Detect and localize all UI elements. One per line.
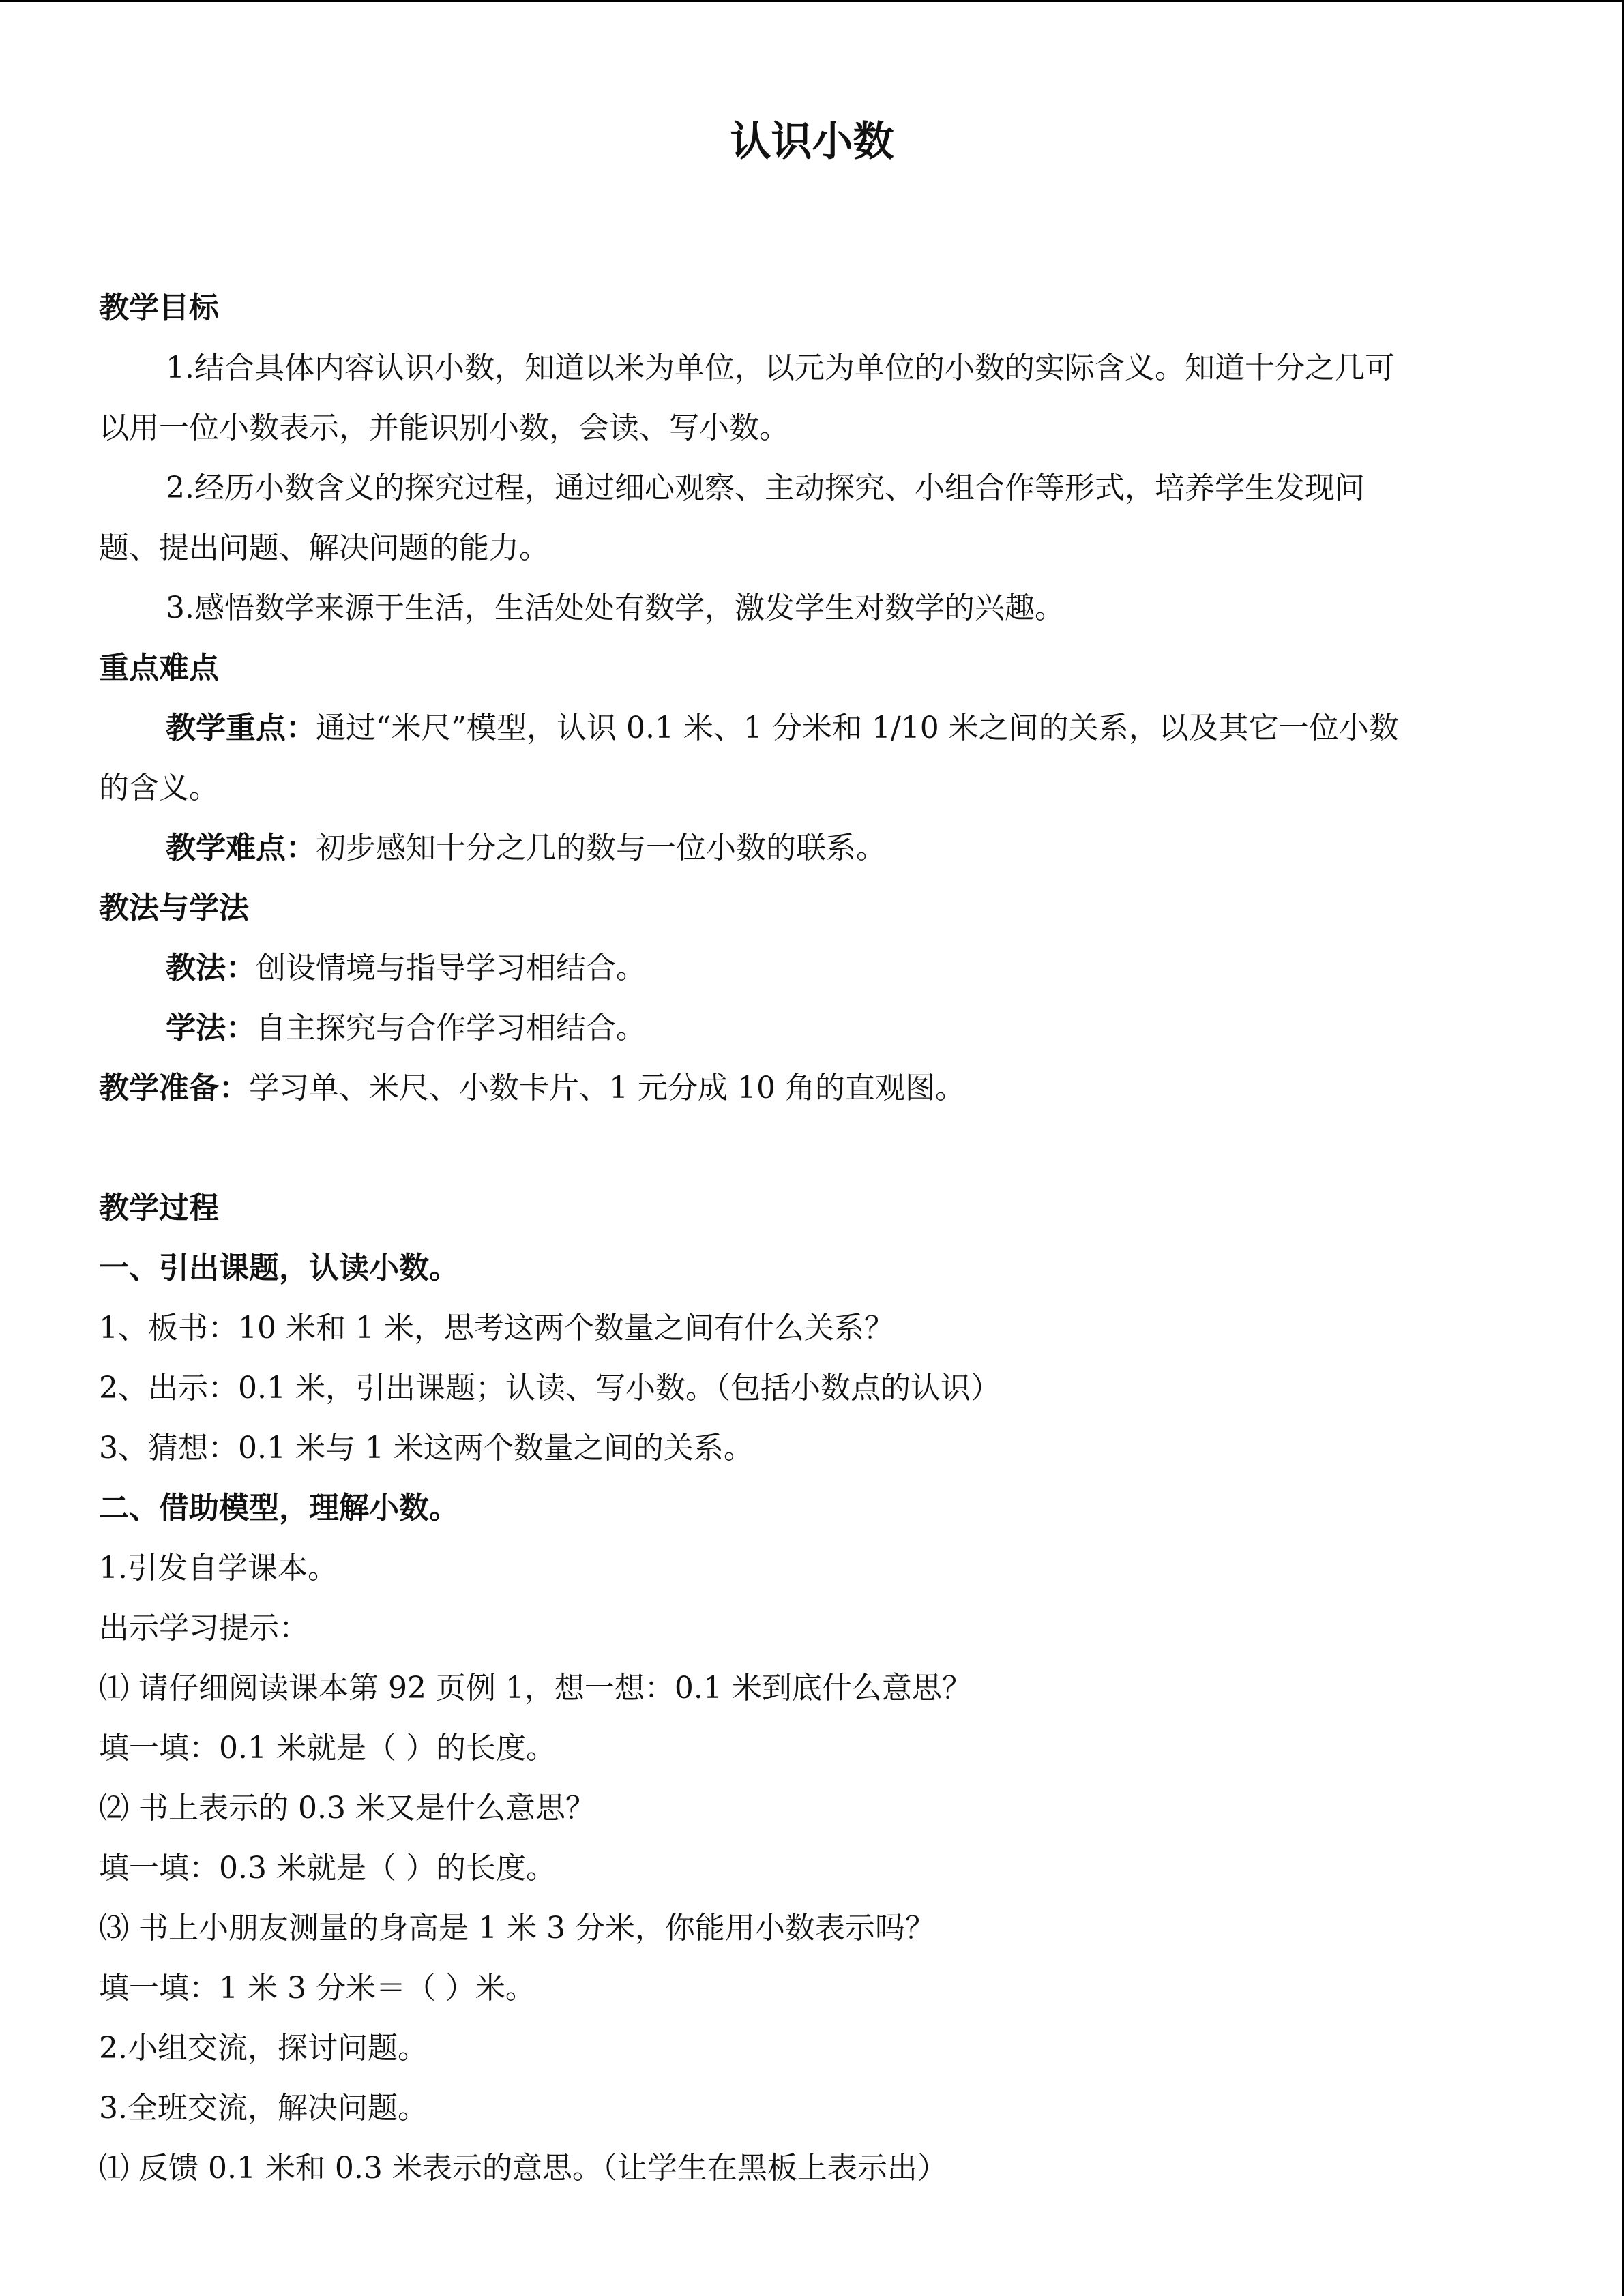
part-2-line: 3.全班交流，解决问题。 bbox=[99, 2091, 428, 2126]
document-body bbox=[99, 278, 1524, 2198]
part-1-item: 2、出示：0.1 米，引出课题；认读、写小数。（包括小数点的认识） bbox=[99, 1371, 1001, 1405]
teaching-preparation-label: 教学准备： bbox=[99, 1071, 249, 1105]
goal-1-line-2: 以用一位小数表示，并能识别小数，会读、写小数。 bbox=[99, 411, 789, 445]
part-2-heading: 二、借助模型，理解小数。 bbox=[99, 1491, 459, 1525]
learning-method-label: 学法： bbox=[166, 1011, 256, 1045]
section-heading-process: 教学过程 bbox=[99, 1191, 219, 1225]
part-2-line: ⑵ 书上表示的 0.3 米又是什么意思？ bbox=[99, 1791, 595, 1825]
part-2-line: ⑴ 反馈 0.1 米和 0.3 米表示的意思。（让学生在黑板上表示出） bbox=[99, 2151, 947, 2186]
teaching-difficulty-label: 教学难点： bbox=[166, 831, 316, 865]
spacer bbox=[99, 1118, 1524, 1178]
teaching-focus-line-1 bbox=[99, 698, 1524, 758]
goal-3: 3.感悟数学来源于生活，生活处处有数学，激发学生对数学的兴趣。 bbox=[166, 591, 1065, 625]
page-title: 认识小数 bbox=[730, 118, 894, 166]
teaching-preparation-text: 学习单、米尺、小数卡片、1 元分成 10 角的直观图。 bbox=[249, 1071, 965, 1105]
teaching-focus-text: 通过“米尺”模型，认识 0.1 米、1 分米和 1/10 米之间的关系，以及其它一位小数 bbox=[316, 711, 1399, 745]
teaching-preparation bbox=[99, 1058, 1524, 1118]
teaching-method bbox=[99, 938, 1524, 998]
part-2-line: 填一填：0.1 米就是（ ）的长度。 bbox=[99, 1731, 556, 1765]
part-2-line: 1.引发自学课本。 bbox=[99, 1551, 338, 1585]
part-1-item: 3、猜想：0.1 米与 1 米这两个数量之间的关系。 bbox=[99, 1431, 754, 1465]
part-1-item: 1、板书：10 米和 1 米，思考这两个数量之间有什么关系？ bbox=[99, 1311, 894, 1345]
part-1-heading: 一、引出课题，认读小数。 bbox=[99, 1251, 459, 1285]
teaching-focus-label: 教学重点： bbox=[166, 711, 316, 745]
part-2-line: 2.小组交流，探讨问题。 bbox=[99, 2031, 428, 2066]
teaching-method-text: 创设情境与指导学习相结合。 bbox=[256, 951, 646, 985]
teaching-difficulty-text: 初步感知十分之几的数与一位小数的联系。 bbox=[316, 831, 886, 865]
section-heading-methods: 教法与学法 bbox=[99, 891, 249, 925]
part-2-line: 填一填：1 米 3 分米＝（ ）米。 bbox=[99, 1971, 535, 2006]
learning-method-text: 自主探究与合作学习相结合。 bbox=[256, 1011, 646, 1045]
goal-2-line-1: 2.经历小数含义的探究过程，通过细心观察、主动探究、小组合作等形式，培养学生发现问 bbox=[166, 471, 1365, 505]
part-2-line: ⑶ 书上小朋友测量的身高是 1 米 3 分米，你能用小数表示吗？ bbox=[99, 1911, 935, 1945]
goal-1-line-1: 1.结合具体内容认识小数，知道以米为单位，以元为单位的小数的实际含义。知道十分之几可 bbox=[166, 351, 1395, 385]
teaching-difficulty bbox=[99, 818, 1524, 878]
teaching-method-label: 教法： bbox=[166, 951, 256, 985]
part-2-line: ⑴ 请仔细阅读课本第 92 页例 1，想一想：0.1 米到底什么意思？ bbox=[99, 1671, 972, 1705]
section-heading-key-points: 重点难点 bbox=[99, 651, 219, 685]
teaching-focus-line-2: 的含义。 bbox=[99, 771, 219, 805]
goal-2-line-2: 题、提出问题、解决问题的能力。 bbox=[99, 531, 549, 565]
learning-method bbox=[99, 998, 1524, 1058]
part-2-line: 填一填：0.3 米就是（ ）的长度。 bbox=[99, 1851, 556, 1885]
section-heading-goals: 教学目标 bbox=[99, 290, 219, 325]
part-2-line: 出示学习提示： bbox=[99, 1611, 309, 1645]
